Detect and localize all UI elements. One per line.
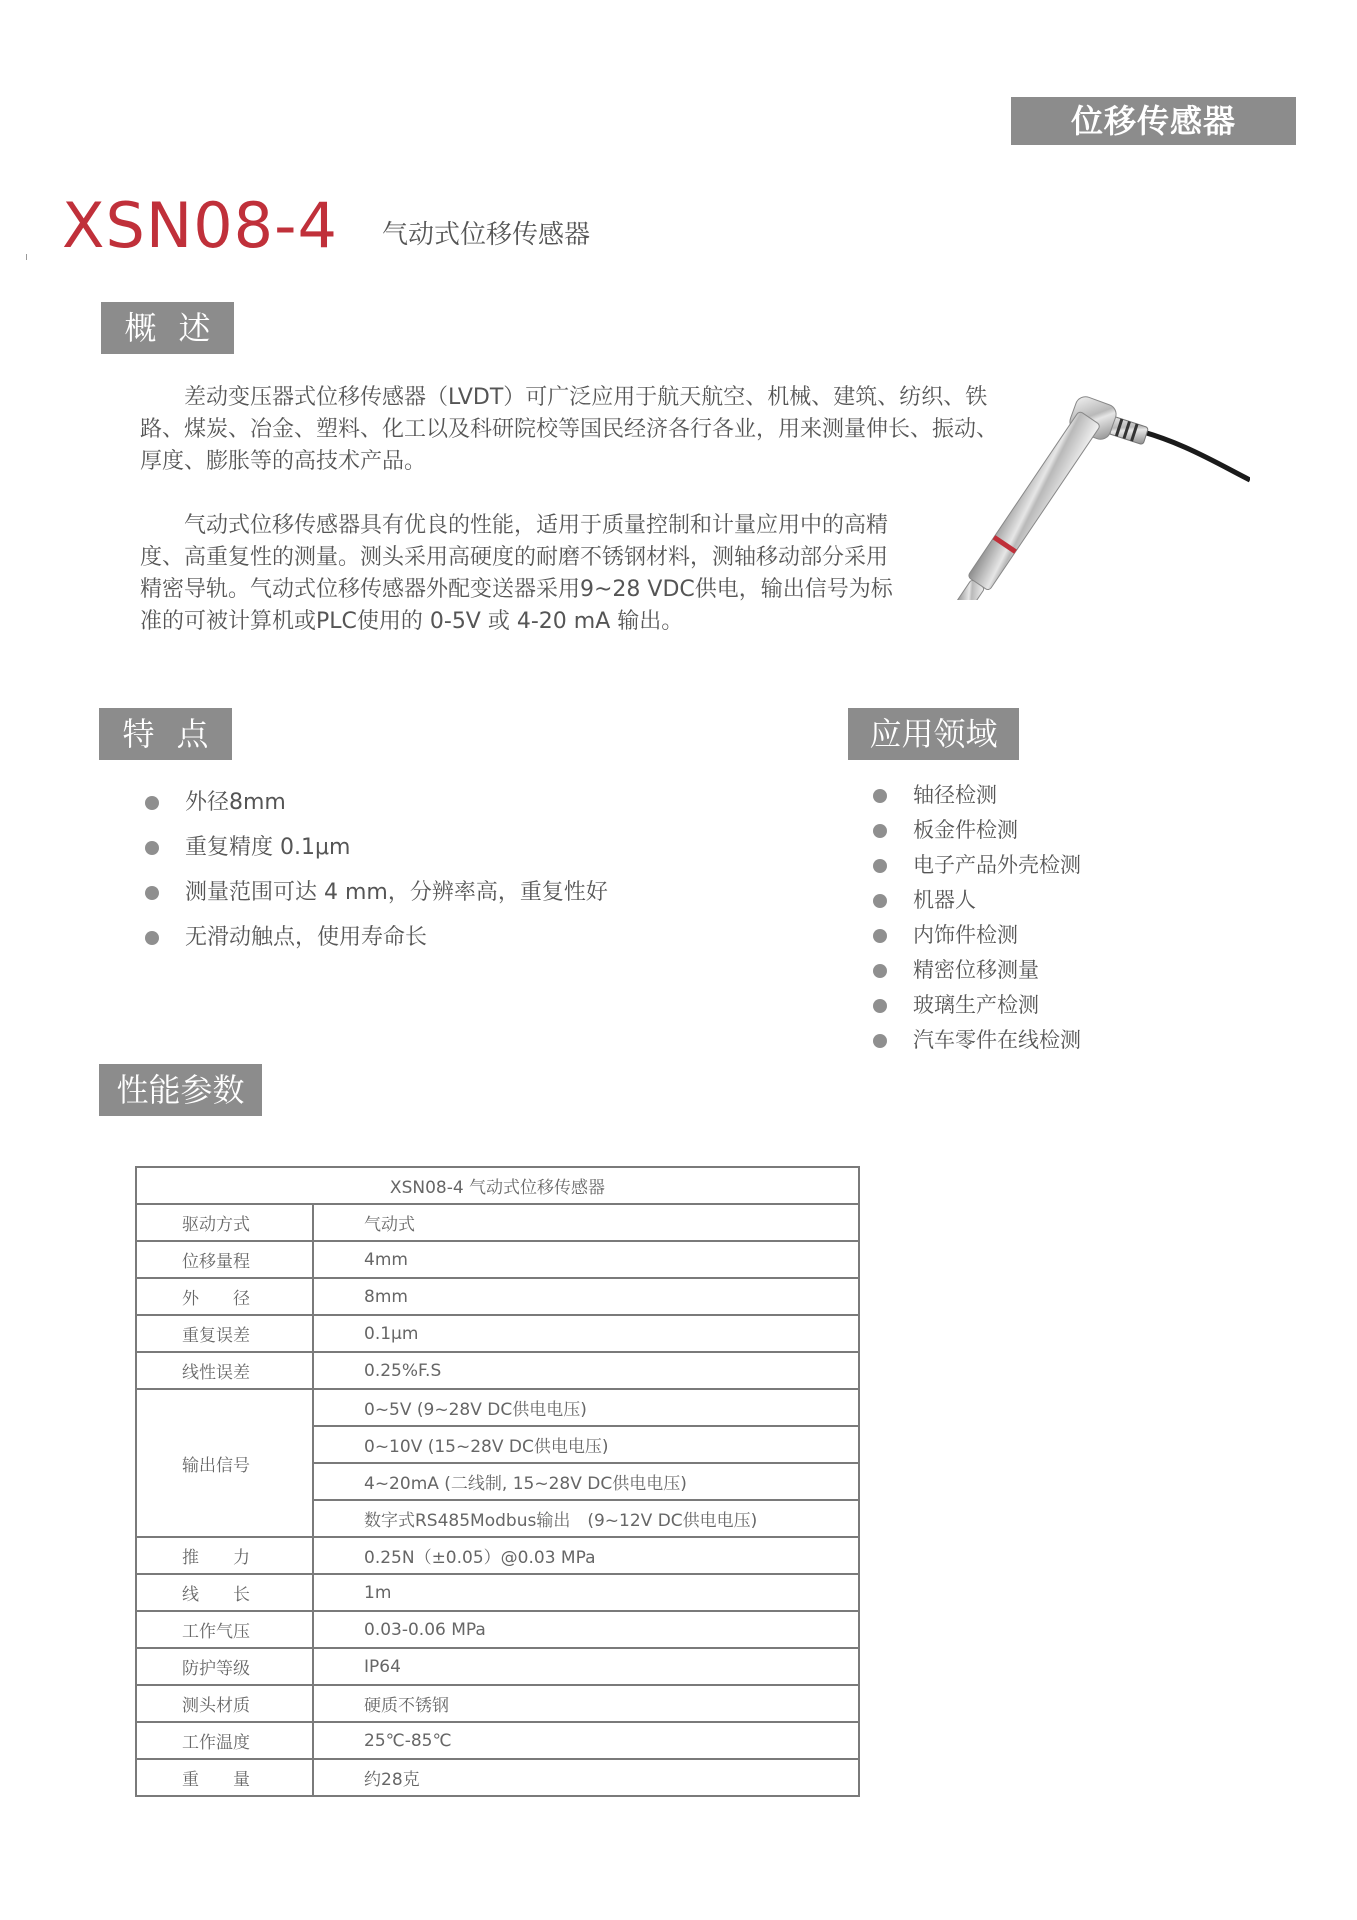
table-row: 重 量 约28克: [136, 1759, 859, 1796]
list-item: 测量范围可达 4 mm，分辨率高，重复性好: [145, 870, 608, 915]
list-item: 汽车零件在线检测: [873, 1023, 1081, 1058]
product-model: XSN08-4: [62, 189, 338, 262]
bullet-icon: [145, 931, 159, 945]
table-row: 驱动方式 气动式: [136, 1204, 859, 1241]
bullet-icon: [873, 789, 887, 803]
table-title: XSN08-4 气动式位移传感器: [136, 1167, 859, 1204]
table-row: 外 径 8mm: [136, 1278, 859, 1315]
bullet-icon: [145, 796, 159, 810]
table-row: 线 长 1m: [136, 1574, 859, 1611]
margin-mark: [26, 254, 27, 260]
table-row: 推 力 0.25N（±0.05）@0.03 MPa: [136, 1537, 859, 1574]
list-item: 外径8mm: [145, 780, 608, 825]
bullet-icon: [145, 886, 159, 900]
list-item: 电子产品外壳检测: [873, 848, 1081, 883]
list-item: 内饰件检测: [873, 918, 1081, 953]
section-tag-specs: 性能参数: [99, 1064, 262, 1116]
overview-paragraph-2: [140, 510, 900, 638]
product-subtitle: 气动式位移传感器: [382, 220, 591, 250]
section-tag-applications: 应用领域: [848, 708, 1019, 760]
table-row: 重复误差 0.1μm: [136, 1315, 859, 1352]
list-item: 机器人: [873, 883, 1081, 918]
table-row: 4~20mA (二线制, 15~28V DC供电电压): [136, 1463, 859, 1500]
category-badge: 位移传感器: [1011, 97, 1296, 145]
lvdt-sensor-image: [860, 370, 1250, 600]
bullet-icon: [873, 929, 887, 943]
list-item: 精密位移测量: [873, 953, 1081, 988]
overview-text-2: 气动式位移传感器具有优良的性能，适用于质量控制和计量应用中的高精度、高重复性的测量。测头采用高硬度的耐磨不锈钢材料，测轴移动部分采用精密导轨。气动式位移传感器外配变送器采用9~28 VDC供电，输出信号为标准的可被计算机或PLC使用的 0-5V 或 4-20 mA 输出。: [140, 513, 893, 634]
spec-table: [135, 1166, 860, 1797]
table-row: 工作温度 25℃-85℃: [136, 1722, 859, 1759]
bullet-icon: [873, 824, 887, 838]
list-item: 板金件检测: [873, 813, 1081, 848]
table-row: 0~10V (15~28V DC供电电压): [136, 1426, 859, 1463]
table-row: 工作气压 0.03-0.06 MPa: [136, 1611, 859, 1648]
table-row: 数字式RS485Modbus输出 (9~12V DC供电电压): [136, 1500, 859, 1537]
bullet-icon: [873, 1034, 887, 1048]
list-item: 玻璃生产检测: [873, 988, 1081, 1023]
table-row: 防护等级 IP64: [136, 1648, 859, 1685]
list-item: 轴径检测: [873, 778, 1081, 813]
features-list: [145, 780, 608, 960]
table-row: 位移量程 4mm: [136, 1241, 859, 1278]
table-row: 线性误差 0.25%F.S: [136, 1352, 859, 1389]
table-row: 测头材质 硬质不锈钢: [136, 1685, 859, 1722]
bullet-icon: [145, 841, 159, 855]
list-item: 重复精度 0.1μm: [145, 825, 608, 870]
bullet-icon: [873, 999, 887, 1013]
table-header-row: [136, 1167, 859, 1204]
applications-list: [873, 778, 1081, 1058]
bullet-icon: [873, 964, 887, 978]
section-tag-overview: 概述: [101, 302, 234, 354]
section-tag-features: 特点: [99, 708, 232, 760]
bullet-icon: [873, 859, 887, 873]
table-row: 输出信号 0~5V (9~28V DC供电电压): [136, 1389, 859, 1426]
bullet-icon: [873, 894, 887, 908]
list-item: 无滑动触点，使用寿命长: [145, 915, 608, 960]
overview-text-1: 差动变压器式位移传感器（LVDT）可广泛应用于航天航空、机械、建筑、纺织、铁路、煤炭、冶金、塑料、化工以及科研院校等国民经济各行各业，用来测量伸长、振动、厚度、膨胀等的高技术产品。: [140, 385, 999, 474]
